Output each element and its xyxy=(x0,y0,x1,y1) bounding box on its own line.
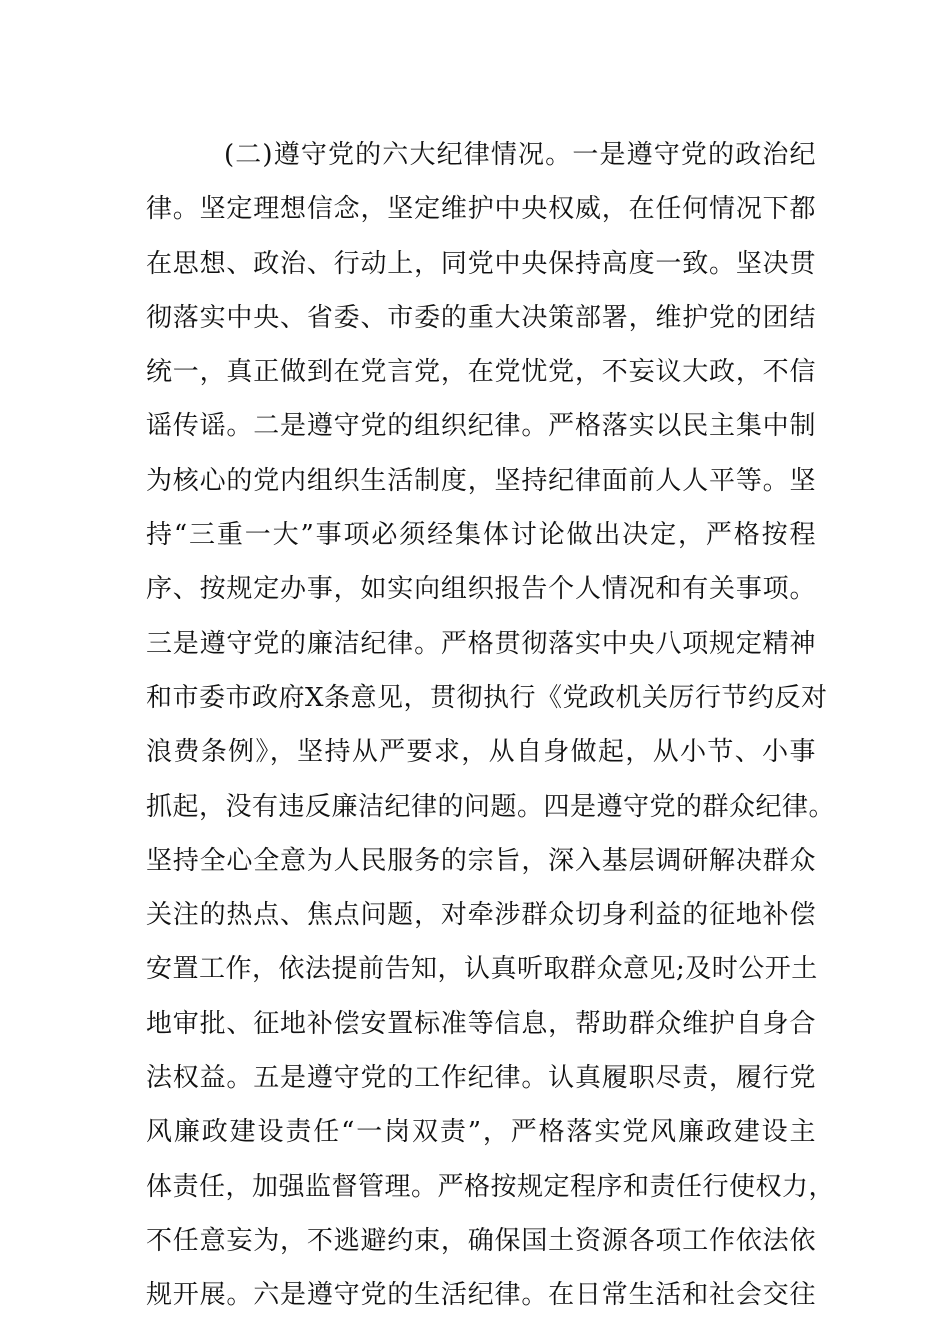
body-paragraph xyxy=(146,128,836,1323)
paragraph-line: 律。坚定理想信念，坚定维护中央权威，在任何情况下都 xyxy=(146,194,816,225)
paragraph-line: 体责任，加强监督管理。严格按规定程序和责任行使权力， xyxy=(146,1171,836,1202)
paragraph-line: 不任意妄为，不逃避约束，确保国土资源各项工作依法依 xyxy=(146,1225,816,1256)
paragraph-line: 谣传谣。二是遵守党的组织纪律。严格落实以民主集中制 xyxy=(146,411,816,442)
paragraph-line: 抓起，没有违反廉洁纪律的问题。四是遵守党的群众纪律。 xyxy=(146,791,836,822)
paragraph-line: 在思想、政治、行动上，同党中央保持高度一致。坚决贯 xyxy=(146,248,816,279)
paragraph-line: 三是遵守党的廉洁纪律。严格贯彻落实中央八项规定精神 xyxy=(146,628,816,659)
paragraph-line: 浪费条例》，坚持从严要求，从自身做起，从小节、小事 xyxy=(146,737,816,768)
paragraph-line: 风廉政建设责任“一岗双责”，严格落实党风廉政建设主 xyxy=(146,1117,816,1148)
paragraph-line: 安置工作，依法提前告知，认真听取群众意见;及时公开土 xyxy=(146,954,818,985)
paragraph-line: (二)遵守党的六大纪律情况。一是遵守党的政治纪 xyxy=(224,140,816,170)
paragraph-line: 坚持全心全意为人民服务的宗旨，深入基层调研解决群众 xyxy=(146,845,816,876)
paragraph-line: 地审批、征地补偿安置标准等信息，帮助群众维护自身合 xyxy=(146,1008,816,1039)
paragraph-line: 规开展。六是遵守党的生活纪律。在日常生活和社会交往 xyxy=(146,1280,816,1311)
paragraph-line: 持“三重一大”事项必须经集体讨论做出决定，严格按程 xyxy=(146,520,816,551)
paragraph-line: 为核心的党内组织生活制度，坚持纪律面前人人平等。坚 xyxy=(146,465,816,496)
paragraph-line: 关注的热点、焦点问题，对牵涉群众切身利益的征地补偿 xyxy=(146,900,816,931)
paragraph-line: 法权益。五是遵守党的工作纪律。认真履职尽责，履行党 xyxy=(146,1063,816,1094)
paragraph-line: 统一，真正做到在党言党，在党忧党，不妄议大政，不信 xyxy=(146,357,816,388)
paragraph-line: 和市委市政府X条意见，贯彻执行《党政机关厉行节约反对 xyxy=(146,682,828,713)
paragraph-line: 彻落实中央、省委、市委的重大决策部署，维护党的团结 xyxy=(146,302,816,333)
paragraph-line: 序、按规定办事，如实向组织报告个人情况和有关事项。 xyxy=(146,574,816,605)
